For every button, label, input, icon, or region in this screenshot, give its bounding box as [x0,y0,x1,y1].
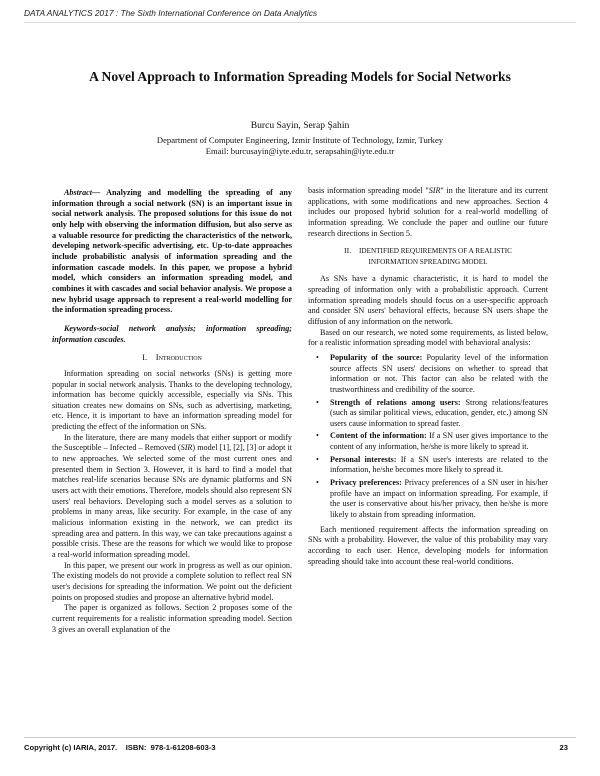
requirement-term: Strength of relations among users: [330,397,461,407]
section-2-paragraph-3: Each mentioned requirement affects the information spreading on SNs with a probability. However, the value of this probability may vary according to each user. Hence, developing models for information spreading should take into account these real-world conditions. [308,524,548,566]
intro-p2-sir: SIR [180,443,193,453]
section-1-title: Introduction [155,352,202,363]
intro-continuation [308,186,548,239]
requirement-term: Personal interests: [330,454,397,464]
intro-cont-part2: " in the literature and its current applications, with some modifications and new approaches. Section 4 includes our proposed hybrid solution for a real-world modelling of information spreading. We conclude the paper and outline our future research directions in Section 5. [308,186,548,238]
conference-header: DATA ANALYTICS 2017 : The Sixth International Conference on Data Analytics [24,8,318,18]
bullet: • [316,454,319,464]
keywords: Keywords-social network analysis; information spreading; information cascades. [52,323,292,344]
footer-copyright: Copyright (c) IARIA, 2017. ISBN: 978-1-61208-603-3 [24,743,216,752]
intro-cont-sir: SIR [428,186,441,195]
abstract-label: Abstract [64,188,92,197]
section-2-paragraph-1: As SNs have a dynamic characteristic, it is hard to model the spreading of information only with a probabilistic approach. Current information spreading models should focus on a user-specific approach and consider SN users' behavioral effects, because SN users shape the diffusion of any information on the network. [308,274,548,326]
requirement-term: Popularity of the source: [330,352,423,362]
footer-divider [24,737,576,738]
requirement-term: Content of the information: [330,431,427,441]
bullet: • [316,431,319,441]
intro-paragraph-3: In this paper, we present our work in progress as well as our opinion. The existing models do not provide a complete solution to reflect real SN user's decisions for spreading the information. We point out the deficient points on proposed studies and propose an alternative hybrid model. [52,560,292,602]
abstract-dash: — [92,188,107,197]
intro-paragraph-4: The paper is organized as follows. Section 2 proposes some of the current requirements for a realistic information spreading model. Section 3 gives an overall explanation of the [52,603,292,634]
intro-p2-part1: In the literature, there are many models that either support or modify the Susceptible – Infected – Removed ( [52,432,292,453]
requirements-list [308,353,548,521]
section-1-number: I. [142,352,148,363]
section-2-number: II. [344,246,352,256]
author-email: Email: burcusayin@iyte.edu.tr, serapsahin@iyte.edu.tr [205,146,395,156]
bullet: • [316,352,319,362]
list-item [308,455,548,476]
section-2-title-line1: IDENTIFIED REQUIREMENTS OF A REALISTIC [359,247,512,256]
requirement-term: Privacy preferences: [330,478,402,488]
list-item [308,431,548,452]
paper-authors: Burcu Sayin, Serap Şahin [250,120,350,131]
paper-title: A Novel Approach to Information Spreading Models for Social Networks [89,69,511,84]
abstract-body: Analyzing and modelling the spreading of any information through a social network (SN) is an important issue in social network analysis. The proposed solutions for this issue do not only help with observing the information diffusion, but also serve as a valuable resource for predicting the characteristics of the network, developing network-specific advertising, etc. Up-to-date approaches include probabilistic analysis of information spreading and the information cascade models. In this paper, we propose a hybrid model, which considers an information spreading model, and combines it with cascades and social behavior analysis. We propose a new hybrid usage approach to represent a real-world modelling for the information spreading process. [52,188,292,315]
author-affiliation-block [0,135,600,157]
affiliation: Department of Computer Engineering, Izmir Institute of Technology, Izmir, Turkey [156,135,444,145]
section-2-title-line2: INFORMATION SPREADING MODEL [368,258,488,267]
requirement-text: Privacy preferences of a SN user in his/her profile have an impact on information spreading. For example, if the user is conservative about his/her privacy, then he/she is more likely to abstain from spreading information. [330,478,548,520]
bullet: • [316,397,319,407]
abstract [52,188,292,316]
intro-paragraph-2 [52,433,292,561]
intro-paragraph-1: Information spreading on social networks (SNs) is getting more popular in social network analysis. Thanks to the developing technology, information has become quickly accessible, especially via SNs. This situation creates new domains on SNs, such as advertising, marketing, etc. Hence, it is important to have an information spreading model for predicting the effect of the information on SNs. [52,368,292,432]
left-column [52,188,292,635]
requirement-text: If a SN user's interests are related to the information, he/she becomes more likely to spread it. [330,454,548,475]
header-divider [24,22,576,23]
requirement-text: If a SN user gives importance to the content of any information, he/she is more likely to spread it. [330,431,548,452]
page-number: 23 [559,743,568,752]
bullet: • [316,478,319,488]
right-column [308,186,548,567]
section-1-heading [52,352,292,363]
section-2-heading [308,245,548,268]
list-item [308,398,548,430]
list-item [308,478,548,521]
list-item [308,353,548,396]
intro-p2-part2: ) model [1], [2], [3] or adopt it to new approaches. We selected some of the most current ones and presented them in Section 3. However, it is hard to find a model that matches real-life scenarios because SNs are dynamic platforms and SN users act with their emotions. Therefore, models should also represent SN users' real behaviors. Developing such a model serves as a solution to problems in many areas, like security. For example, in the case of any malicious information existing in the network, we can predict its spreading area and pattern. In this way, we can take precautions against a possible crisis. These are the reasons for which we would like to propose a real-world information spreading model. [52,443,292,559]
intro-cont-part1: basis information spreading model " [308,186,429,195]
requirement-text: Popularity level of the information source affects SN users' decisions on whether to spread that information or not. This factor can also be related with the trustworthiness and credibility of the source. [330,352,549,394]
section-2-paragraph-2: Based on our research, we noted some requirements, as listed below, for a realistic information spreading model with behavioral analysis: [308,327,548,348]
requirement-text: Strong relations/features (such as similar political views, education, gender, etc.) among SN users cause information to spread faster. [330,397,548,428]
